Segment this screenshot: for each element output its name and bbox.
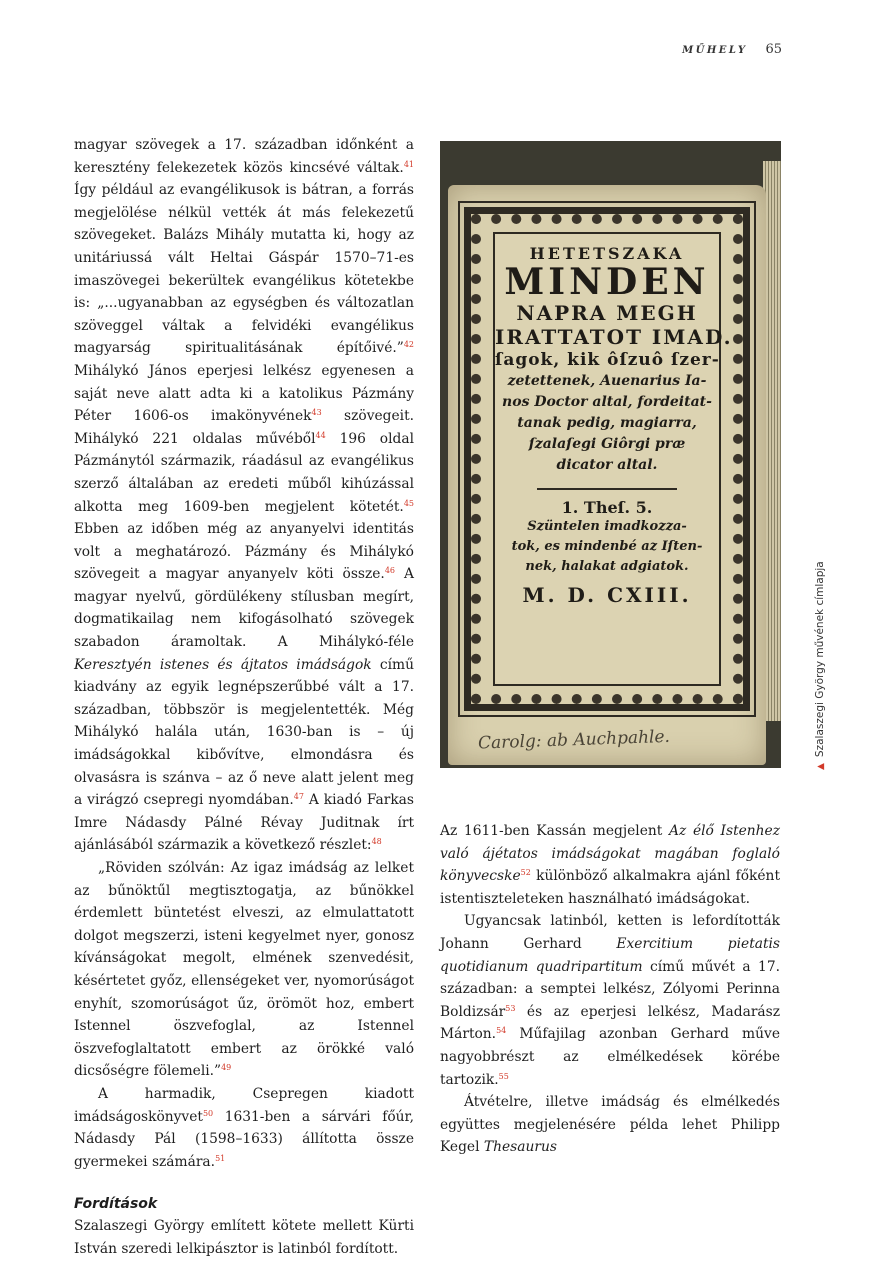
text-run: Így például az evangélikusok is bátran, a forrás megjelölése nélkül vették át más felekezetű szövegeket. Balázs Mihály mutatta ki, hogy az unitáriussá vált Heltai Gáspár 1570–71-es imaszövegei bekerültek evangélikus kötetekbe is: „...ugyanabban az egységben és változatlan szöveggel váltak a felvidéki evangélikus magyarság spiritualitásának építőivé.” (74, 182, 414, 357)
title-line: dicator altal. (556, 457, 658, 473)
footnote-ref: 43 (311, 408, 322, 418)
text-run: című kiadvány az egyik legnépszerűbbé vált a 17. században, többször is megjelentették. Még Mihálykó halála után, 1630-ban is – új imádságokkal kibővítve, elmondásra és olvasásra is szánva – az ő neve alatt jelent meg a virágzó csepregi nyomdában. (74, 656, 414, 809)
text-run: Mihálykó János eperjesi lelkész egyenesen a saját neve alatt adta ki a katolikus Pázmány Péter 1606-os imakönyvének (74, 362, 414, 425)
italic-title: Thesaurus (483, 1139, 557, 1156)
text-run: Az 1611-ben Kassán megjelent (440, 823, 670, 839)
ornamental-frame (464, 207, 750, 711)
paragraph (440, 820, 780, 910)
verse-line: Szüntelen imadkozza- (527, 519, 687, 534)
title-line: ſagok, kik ôſzuô ſzer- (495, 350, 720, 370)
title-line: tanak pedig, magiarra, (517, 415, 697, 431)
text-run: A magyar nyelvű, gördülékeny stílusban megírt, dogmatikailag nem kifogásolható szövegek szabadon áramoltak. A Mihálykó-féle (74, 566, 414, 651)
text-run: című művét a 17. században: a semptei lelkész, Zólyomi Perinna Boldizsár (440, 958, 780, 1020)
italic-title: Keresztyén istenes és ájtatos imádságok (74, 656, 372, 673)
paragraph (440, 1091, 780, 1159)
title-line: zetettenek, Auenarius Ia- (507, 373, 707, 389)
text-run: Ebben az időben még az anyanyelvi identitás volt a meghatározó. Pázmány és Mihálykó szövegeit a magyar anyanyelv köti össze. (74, 521, 414, 583)
title-line: MINDEN (504, 261, 710, 303)
verse-line: tok, es mindenbé az Iſten- (511, 539, 703, 554)
text-run: 196 oldal Pázmánytól származik, ráadásul az evangélikus szerző általában az eredeti műből kihúzással alkotta meg 1609-ben megjelent kötetét. (74, 430, 414, 515)
text-run: Műfajilag azonban Gerhard műve nagyobbrészt az elmélkedések körébe tartozik. (440, 1026, 780, 1088)
footnote-ref: 48 (371, 837, 382, 847)
footnote-ref: 46 (384, 566, 395, 576)
triangle-icon: ▲ (816, 763, 826, 770)
quotation-paragraph (74, 857, 414, 1083)
footnote-ref: 44 (315, 430, 326, 440)
text-run: Átvételre, illetve imádság és elmélkedés együttes megjelenésére példa lehet Philipp Kegel (440, 1094, 780, 1156)
figure-caption (814, 561, 826, 770)
footnote-ref: 51 (215, 1153, 226, 1163)
verse-reference: 1. Theſ. 5. (561, 498, 653, 517)
title-line: nos Doctor altal, fordeitat- (502, 394, 712, 410)
footnote-ref: 55 (498, 1071, 509, 1081)
paragraph (74, 134, 414, 857)
paragraph (440, 910, 780, 1091)
footnote-ref: 53 (505, 1003, 516, 1013)
title-page-paper (448, 185, 766, 765)
handwritten-signature: Carolg: ab Auchpahle. (477, 726, 671, 754)
footnote-ref: 45 (403, 498, 414, 508)
text-run: Szalaszegi György említett kötete mellett Kürti István szeredi lelkipásztor is latinból fordított. (74, 1218, 414, 1257)
caption-text: Szalaszegi György művének címlapja (814, 561, 826, 758)
section-subheading: Fordítások (74, 1196, 158, 1213)
text-run: „Röviden szólván: Az igaz imádság az lelket az bűnöktűl megtisztogatja, az bűnökkel érdemlett büntetést elveszi, az elmulattatott dolgot megszerzi, isteni kegyelmet nyer, gonosz kívánságokat megolt, elmének szenvedésit, késértetet győz, ellenségeket ver, nyomorúságot enyhít, szomorúságot űz, örömöt hoz, embert Istennel öszvefoglal, az Istennel öszvefoglaltatott embert az örökké való dicsőségre fölemeli.” (74, 860, 414, 1080)
footnote-ref: 52 (520, 868, 531, 878)
text-run: különböző alkalmakra ajánl főként istentiszteleteken használható imádságokat. (440, 868, 780, 907)
text-run: szövegeit. Mihálykó 221 oldalas művéből (74, 408, 414, 447)
running-header (682, 42, 782, 57)
paragraph (74, 1215, 414, 1260)
title-page-text (493, 232, 733, 686)
left-column (74, 134, 414, 1261)
paragraph (74, 1083, 414, 1173)
imprint-year: M. D. CXIII. (522, 583, 692, 607)
page-number: 65 (765, 42, 782, 57)
footnote-ref: 47 (293, 792, 304, 802)
text-run: A harmadik, Csepregen kiadott imádságoskönyvet (74, 1085, 414, 1125)
text-run: és az eperjesi lelkész, Madarász Márton. (440, 1003, 780, 1043)
title-line: NAPRA MEGH (516, 301, 698, 325)
text-run: 1631-ben a sárvári főúr, Nádasdy Pál (1598–1633) állította össze gyermekei számára. (74, 1108, 414, 1170)
title-line: HETETSZAKA (529, 244, 685, 263)
text-run: magyar szövegek a 17. században időnként a keresztény felekezetek közös kincsévé váltak. (74, 137, 414, 176)
title-rule (537, 488, 677, 490)
title-line: ſzalaſegi Giôrgi præ (528, 436, 686, 452)
footnote-ref: 42 (403, 340, 414, 350)
verse-line: nek, halakat adgiatok. (525, 559, 689, 574)
italic-title: Exercitium pietatis quotidianum quadripartitum (440, 935, 781, 975)
italic-title: Az élő Istenhez való ájétatos imádságokat magában foglaló könyvecske (440, 823, 780, 885)
footnote-ref: 54 (496, 1026, 507, 1036)
footnote-ref: 50 (202, 1108, 214, 1118)
footnote-ref: 41 (403, 159, 414, 169)
right-column (440, 820, 780, 1159)
footnote-ref: 49 (221, 1063, 232, 1073)
text-run: A kiadó Farkas Imre Nádasdy Pálné Révay Juditnak írt ajánlásából származik a következő részlet: (74, 792, 414, 854)
title-page-figure (440, 141, 781, 768)
text-run: Ugyancsak latinból, ketten is lefordították Johann Gerhard (440, 913, 780, 952)
section-name: MŰHELY (682, 45, 748, 56)
title-line: IRATTATOT IMAD. (495, 325, 733, 349)
